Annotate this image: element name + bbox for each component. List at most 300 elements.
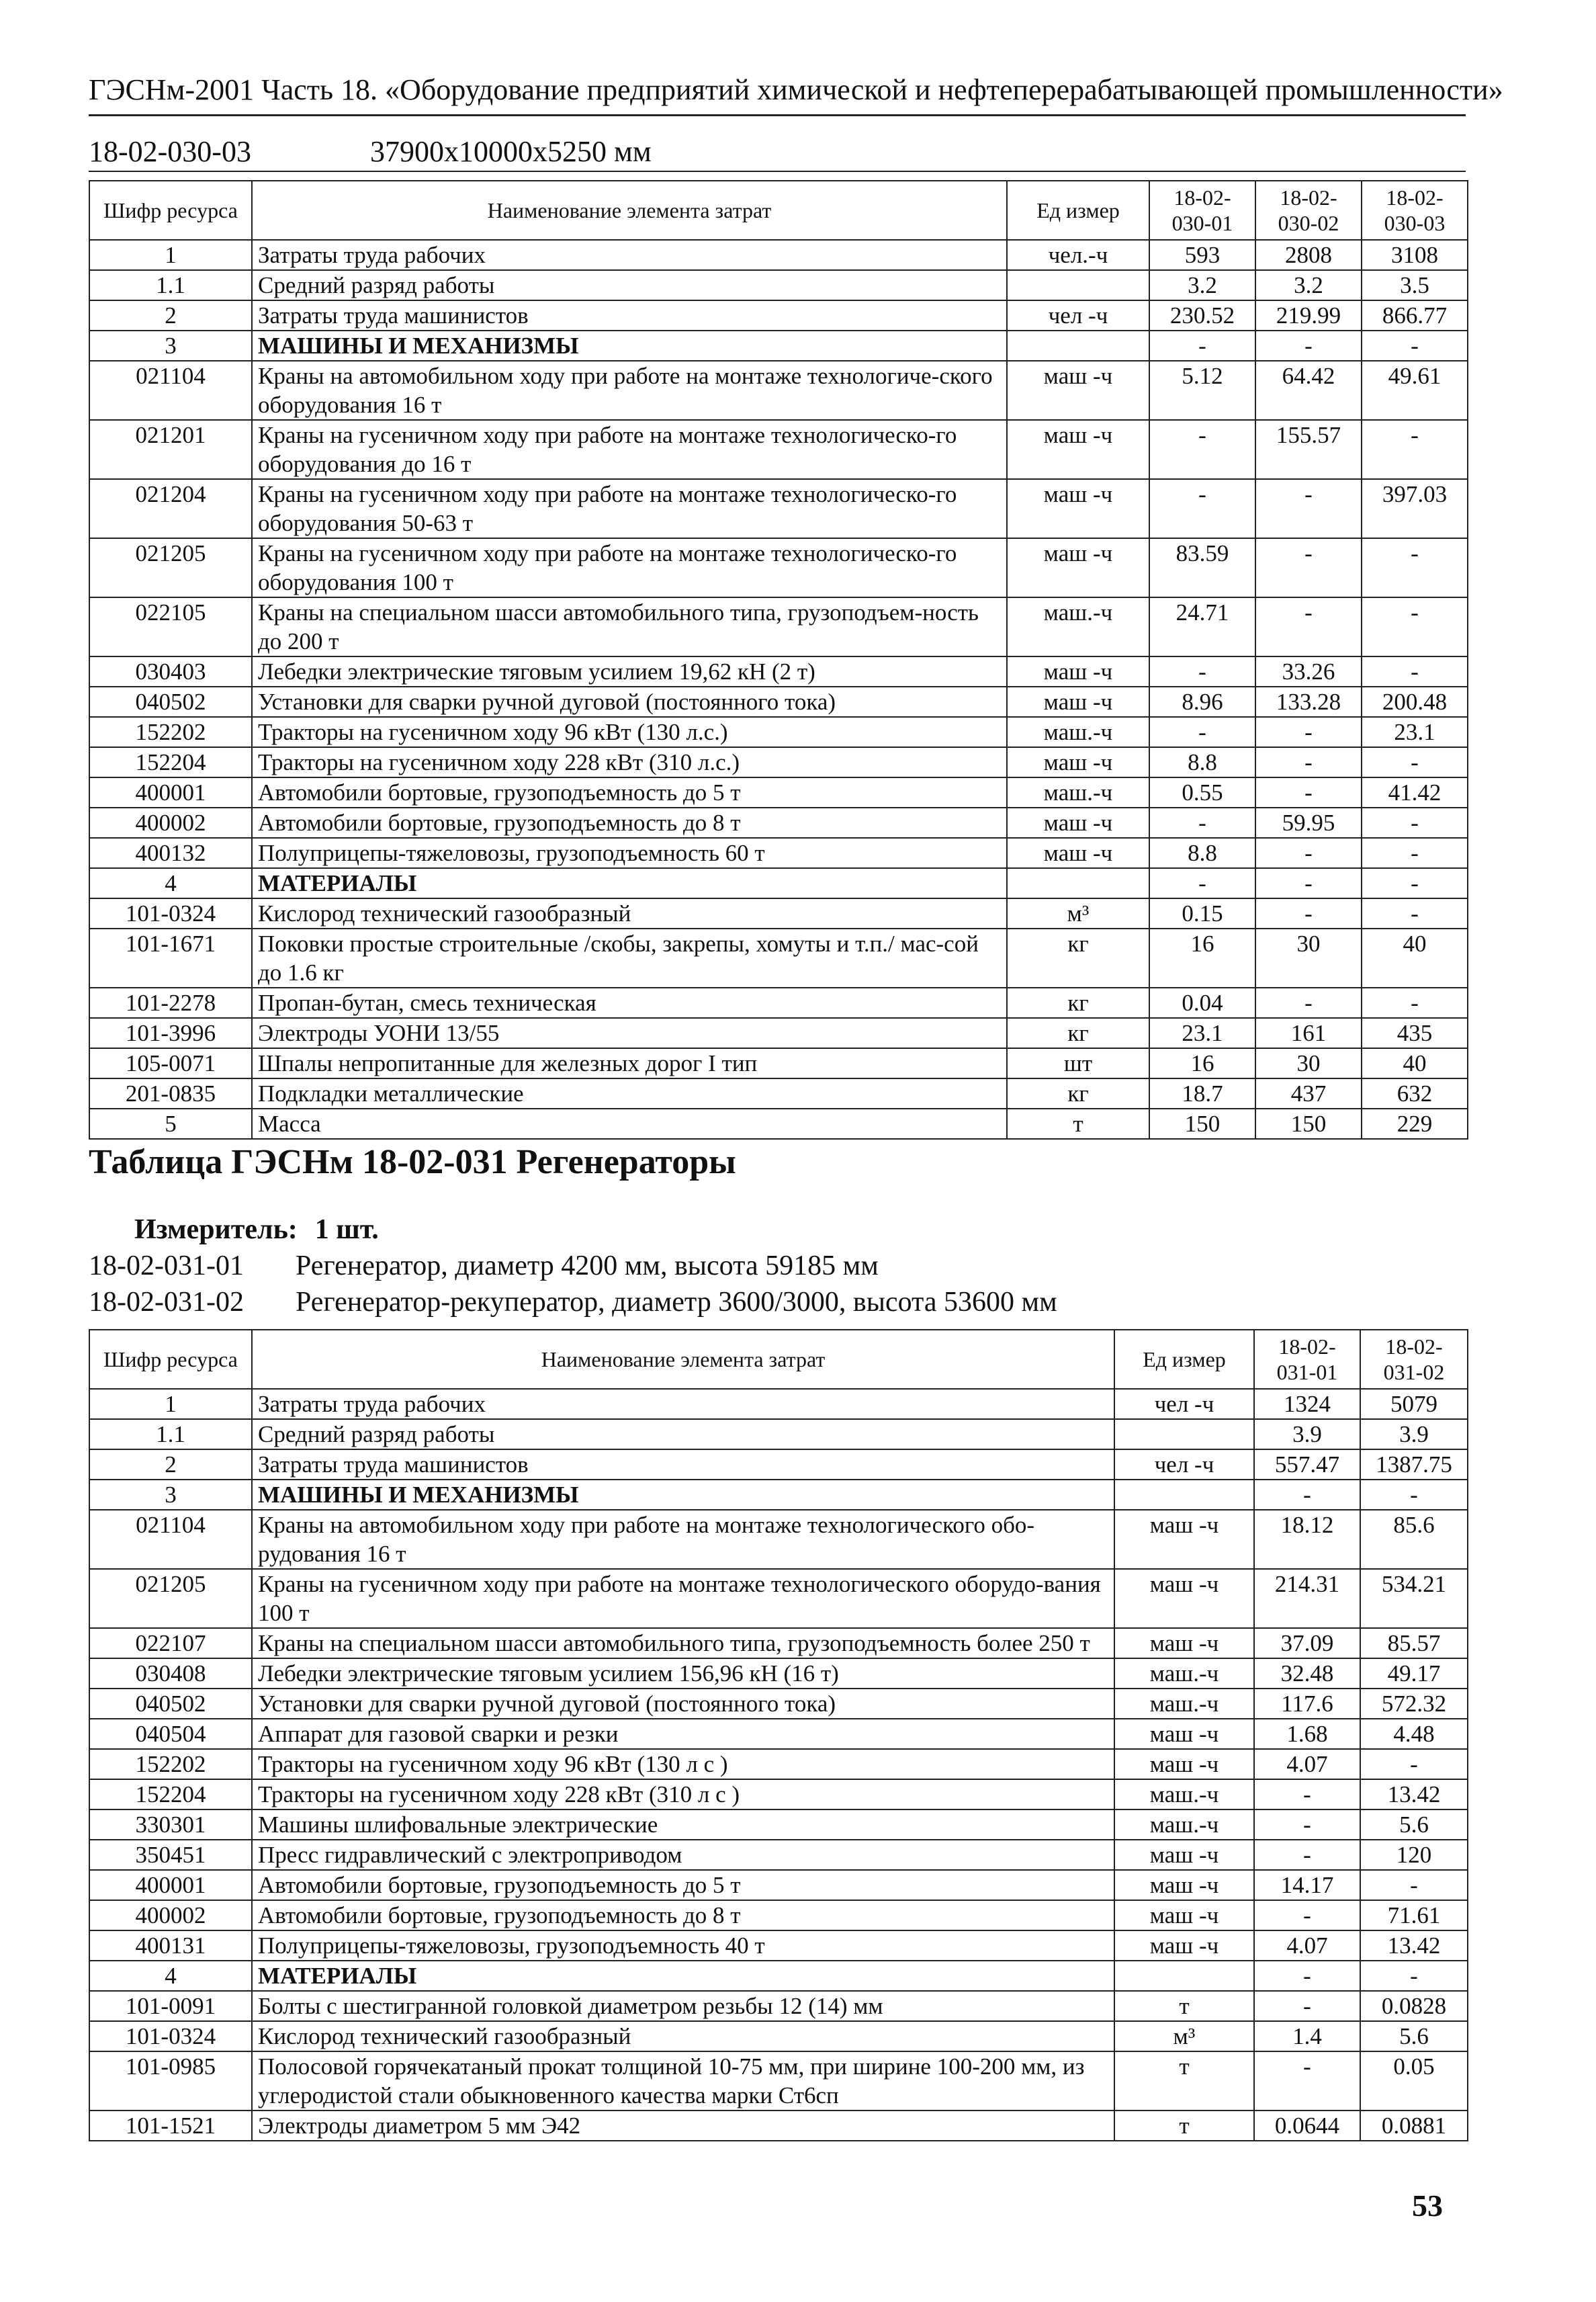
value-cell: 85.57 — [1360, 1628, 1468, 1658]
value-cell: - — [1255, 331, 1362, 361]
table-row — [89, 687, 1468, 717]
table-row — [89, 1510, 1468, 1569]
item-code: 18-02-031-01 — [89, 1250, 244, 1281]
value-cell: - — [1362, 656, 1468, 687]
value-cell: 13.42 — [1360, 1930, 1468, 1961]
table-row — [89, 361, 1468, 420]
resource-name-cell: МАШИНЫ И МЕХАНИЗМЫ — [252, 331, 1007, 361]
value-cell: 64.42 — [1255, 361, 1362, 420]
value-cell: - — [1254, 1779, 1360, 1809]
value-cell: 83.59 — [1149, 538, 1255, 597]
section-row — [89, 1480, 1468, 1510]
unit-cell: кг — [1007, 1078, 1149, 1109]
resource-name-cell: Краны на гусеничном ходу при работе на монтаже технологическо-го оборудования 100 т — [252, 538, 1007, 597]
unit-cell: шт — [1007, 1048, 1149, 1078]
value-cell: - — [1360, 1961, 1468, 1991]
resource-code-cell: 400002 — [89, 808, 252, 838]
resource-code-cell: 021201 — [89, 420, 252, 479]
value-cell: - — [1254, 2051, 1360, 2111]
section-row — [89, 331, 1468, 361]
table-body — [89, 1389, 1468, 2141]
value-cell: 3.9 — [1360, 1419, 1468, 1449]
resource-code-cell: 021104 — [89, 361, 252, 420]
resource-name-cell: Установки для сварки ручной дуговой (постоянного тока) — [252, 687, 1007, 717]
table-row — [89, 2111, 1468, 2141]
sub-item-rule — [89, 171, 1466, 172]
value-cell: - — [1254, 1961, 1360, 1991]
value-cell: 5079 — [1360, 1389, 1468, 1419]
table-row — [89, 1569, 1468, 1628]
resource-name-cell: Кислород технический газообразный — [252, 898, 1007, 929]
column-header-unit: Ед измер — [1007, 181, 1149, 240]
table-row — [89, 1991, 1468, 2021]
resource-code-cell: 1.1 — [89, 270, 252, 300]
resource-code-cell: 040502 — [89, 687, 252, 717]
unit-cell: кг — [1007, 1018, 1149, 1048]
resource-code-cell: 101-0091 — [89, 1991, 252, 2021]
item-line — [89, 1250, 879, 1282]
table-row — [89, 1078, 1468, 1109]
resource-name-cell: Средний разряд работы — [252, 1419, 1114, 1449]
value-cell: 0.15 — [1149, 898, 1255, 929]
resource-code-cell: 152202 — [89, 1749, 252, 1779]
value-cell: 41.42 — [1362, 777, 1468, 808]
unit-cell: маш.-ч — [1114, 1809, 1254, 1840]
unit-cell: маш -ч — [1114, 1569, 1254, 1628]
resource-name-cell: Автомобили бортовые, грузоподъемность до 5 т — [252, 777, 1007, 808]
resource-name-cell: Пресс гидравлический с электроприводом — [252, 1840, 1114, 1870]
value-cell: - — [1360, 1749, 1468, 1779]
value-cell: - — [1362, 331, 1468, 361]
value-cell: 120 — [1360, 1840, 1468, 1870]
value-cell: 23.1 — [1149, 1018, 1255, 1048]
resource-code-cell: 101-3996 — [89, 1018, 252, 1048]
unit-cell: маш.-ч — [1007, 597, 1149, 656]
unit-cell: маш.-ч — [1114, 1689, 1254, 1719]
table-row — [89, 1018, 1468, 1048]
value-cell: - — [1254, 1809, 1360, 1840]
value-cell: - — [1362, 868, 1468, 898]
value-cell: - — [1362, 838, 1468, 868]
column-header-code: Шифр ресурса — [89, 1330, 252, 1389]
value-cell: 32.48 — [1254, 1658, 1360, 1689]
value-cell: - — [1255, 597, 1362, 656]
value-cell: 14.17 — [1254, 1870, 1360, 1900]
value-cell: 572.32 — [1360, 1689, 1468, 1719]
resource-code-cell: 040502 — [89, 1689, 252, 1719]
unit-cell: маш.-ч — [1007, 777, 1149, 808]
resource-code-cell: 101-0324 — [89, 898, 252, 929]
unit-cell: маш -ч — [1007, 420, 1149, 479]
value-cell: - — [1255, 747, 1362, 777]
running-header: ГЭСНм-2001 Часть 18. «Оборудование предприятий химической и нефтеперерабатывающей промышленности» — [89, 73, 1503, 106]
unit-cell: маш -ч — [1007, 479, 1149, 538]
resource-name-cell: Автомобили бортовые, грузоподъемность до 8 т — [252, 808, 1007, 838]
column-header-030-02: 18-02-030-02 — [1255, 181, 1362, 240]
column-header-031-01: 18-02-031-01 — [1254, 1330, 1360, 1389]
unit-cell: маш -ч — [1114, 1749, 1254, 1779]
table-row — [89, 1779, 1468, 1809]
value-cell: - — [1255, 838, 1362, 868]
value-cell: - — [1149, 420, 1255, 479]
unit-cell: маш -ч — [1007, 747, 1149, 777]
resource-name-cell: Электроды диаметром 5 мм Э42 — [252, 2111, 1114, 2141]
resource-name-cell: Лебедки электрические тяговым усилием 19,62 кН (2 т) — [252, 656, 1007, 687]
value-cell: 0.04 — [1149, 988, 1255, 1018]
table-row — [89, 929, 1468, 988]
section-row — [89, 868, 1468, 898]
resource-code-cell: 152204 — [89, 747, 252, 777]
value-cell: 8.8 — [1149, 747, 1255, 777]
unit-cell: маш -ч — [1007, 808, 1149, 838]
unit-cell: т — [1114, 2051, 1254, 2111]
value-cell: 40 — [1362, 929, 1468, 988]
resource-name-cell: Болты с шестигранной головкой диаметром резьбы 12 (14) мм — [252, 1991, 1114, 2021]
resource-code-cell: 022105 — [89, 597, 252, 656]
value-cell: 4.07 — [1254, 1749, 1360, 1779]
resource-table-031 — [89, 1329, 1468, 2141]
table-row — [89, 1930, 1468, 1961]
resource-name-cell: Кислород технический газообразный — [252, 2021, 1114, 2051]
resource-name-cell: Машины шлифовальные электрические — [252, 1809, 1114, 1840]
resource-name-cell: Краны на автомобильном ходу при работе на монтаже технологического обо-рудования 16 т — [252, 1510, 1114, 1569]
unit-cell: маш -ч — [1007, 361, 1149, 420]
resource-name-cell: МАТЕРИАЛЫ — [252, 868, 1007, 898]
table-row — [89, 270, 1468, 300]
value-cell: 5.12 — [1149, 361, 1255, 420]
unit-cell: маш -ч — [1114, 1628, 1254, 1658]
value-cell: 13.42 — [1360, 1779, 1468, 1809]
table-row — [89, 747, 1468, 777]
table-row — [89, 1719, 1468, 1749]
table-row — [89, 777, 1468, 808]
unit-cell: т — [1114, 1991, 1254, 2021]
value-cell: 0.0881 — [1360, 2111, 1468, 2141]
value-cell: 150 — [1255, 1109, 1362, 1139]
value-cell: 557.47 — [1254, 1449, 1360, 1480]
table-row — [89, 597, 1468, 656]
value-cell: 8.8 — [1149, 838, 1255, 868]
resource-code-cell: 3 — [89, 331, 252, 361]
unit-cell: маш -ч — [1007, 838, 1149, 868]
value-cell: 3.9 — [1254, 1419, 1360, 1449]
value-cell: 30 — [1255, 1048, 1362, 1078]
resource-code-cell: 400131 — [89, 1930, 252, 1961]
table-row — [89, 1900, 1468, 1930]
unit-cell: чел -ч — [1114, 1389, 1254, 1419]
table-row — [89, 240, 1468, 270]
value-cell: 85.6 — [1360, 1510, 1468, 1569]
table-row — [89, 1689, 1468, 1719]
value-cell: 230.52 — [1149, 300, 1255, 331]
page-number: 53 — [1412, 2188, 1443, 2223]
value-cell: 3.2 — [1255, 270, 1362, 300]
unit-cell — [1007, 868, 1149, 898]
value-cell: - — [1149, 479, 1255, 538]
value-cell: - — [1254, 1480, 1360, 1510]
sub-item-code: 18-02-030-03 — [89, 135, 251, 168]
value-cell: 37.09 — [1254, 1628, 1360, 1658]
value-cell: 534.21 — [1360, 1569, 1468, 1628]
value-cell: - — [1255, 777, 1362, 808]
resource-name-cell: Краны на гусеничном ходу при работе на монтаже технологического оборудо-вания 100 т — [252, 1569, 1114, 1628]
value-cell: - — [1362, 988, 1468, 1018]
resource-name-cell: МАТЕРИАЛЫ — [252, 1961, 1114, 1991]
column-header-031-02: 18-02-031-02 — [1360, 1330, 1468, 1389]
unit-cell: кг — [1007, 929, 1149, 988]
resource-name-cell: Затраты труда машинистов — [252, 300, 1007, 331]
table-row — [89, 2021, 1468, 2051]
unit-cell — [1114, 1961, 1254, 1991]
value-cell: - — [1254, 1840, 1360, 1870]
resource-code-cell: 1 — [89, 1389, 252, 1419]
unit-cell: маш.-ч — [1114, 1779, 1254, 1809]
value-cell: 214.31 — [1254, 1569, 1360, 1628]
unit-cell: маш.-ч — [1114, 1658, 1254, 1689]
table-row — [89, 838, 1468, 868]
resource-code-cell: 152202 — [89, 717, 252, 747]
resource-code-cell: 101-2278 — [89, 988, 252, 1018]
value-cell: - — [1149, 808, 1255, 838]
resource-name-cell: Электроды УОНИ 13/55 — [252, 1018, 1007, 1048]
value-cell: 229 — [1362, 1109, 1468, 1139]
item-line — [89, 1286, 1057, 1318]
value-cell: 59.95 — [1255, 808, 1362, 838]
item-description: Регенератор-рекуператор, диаметр 3600/3000, высота 53600 мм — [296, 1287, 1057, 1318]
table-row — [89, 1658, 1468, 1689]
resource-code-cell: 101-1671 — [89, 929, 252, 988]
resource-code-cell: 4 — [89, 868, 252, 898]
resource-code-cell: 3 — [89, 1480, 252, 1510]
resource-name-cell: Затраты труда рабочих — [252, 1389, 1114, 1419]
value-cell: 155.57 — [1255, 420, 1362, 479]
resource-code-cell: 2 — [89, 300, 252, 331]
table-row — [89, 1870, 1468, 1900]
unit-cell: м³ — [1007, 898, 1149, 929]
unit-cell: маш -ч — [1114, 1870, 1254, 1900]
header-rule — [89, 114, 1466, 116]
value-cell: 16 — [1149, 1048, 1255, 1078]
value-cell: - — [1149, 331, 1255, 361]
value-cell: - — [1254, 1900, 1360, 1930]
unit-cell: т — [1007, 1109, 1149, 1139]
resource-table-030 — [89, 180, 1468, 1140]
value-cell: 18.7 — [1149, 1078, 1255, 1109]
value-cell: 2808 — [1255, 240, 1362, 270]
table-row — [89, 1419, 1468, 1449]
value-cell: - — [1149, 868, 1255, 898]
resource-code-cell: 101-0324 — [89, 2021, 252, 2051]
value-cell: - — [1149, 717, 1255, 747]
value-cell: 0.0828 — [1360, 1991, 1468, 2021]
table-row — [89, 479, 1468, 538]
resource-code-cell: 030408 — [89, 1658, 252, 1689]
column-header-name: Наименование элемента затрат — [252, 1330, 1114, 1389]
resource-code-cell: 030403 — [89, 656, 252, 687]
measure-line — [134, 1213, 379, 1246]
value-cell: - — [1362, 597, 1468, 656]
value-cell: 1.68 — [1254, 1719, 1360, 1749]
value-cell: 133.28 — [1255, 687, 1362, 717]
table-header-row — [89, 1330, 1468, 1389]
table-row — [89, 300, 1468, 331]
resource-name-cell: Краны на специальном шасси автомобильного типа, грузоподъем-ность до 200 т — [252, 597, 1007, 656]
resource-code-cell: 021205 — [89, 538, 252, 597]
value-cell: 866.77 — [1362, 300, 1468, 331]
table-row — [89, 1449, 1468, 1480]
resource-name-cell: МАШИНЫ И МЕХАНИЗМЫ — [252, 1480, 1114, 1510]
value-cell: 30 — [1255, 929, 1362, 988]
unit-cell: чел.-ч — [1007, 240, 1149, 270]
unit-cell — [1114, 1480, 1254, 1510]
value-cell: - — [1255, 479, 1362, 538]
value-cell: 1324 — [1254, 1389, 1360, 1419]
value-cell: 150 — [1149, 1109, 1255, 1139]
value-cell: 3.5 — [1362, 270, 1468, 300]
resource-name-cell: Шпалы непропитанные для железных дорог I тип — [252, 1048, 1007, 1078]
resource-name-cell: Затраты труда машинистов — [252, 1449, 1114, 1480]
value-cell: - — [1255, 538, 1362, 597]
unit-cell: маш -ч — [1114, 1930, 1254, 1961]
table-row — [89, 898, 1468, 929]
resource-code-cell: 201-0835 — [89, 1078, 252, 1109]
resource-code-cell: 5 — [89, 1109, 252, 1139]
table-body — [89, 240, 1468, 1139]
resource-name-cell: Подкладки металлические — [252, 1078, 1007, 1109]
value-cell: - — [1362, 808, 1468, 838]
value-cell: 3.2 — [1149, 270, 1255, 300]
resource-code-cell: 2 — [89, 1449, 252, 1480]
value-cell: - — [1362, 898, 1468, 929]
value-cell: 397.03 — [1362, 479, 1468, 538]
value-cell: 4.07 — [1254, 1930, 1360, 1961]
resource-name-cell: Тракторы на гусеничном ходу 228 кВт (310 л.с.) — [252, 747, 1007, 777]
value-cell: 437 — [1255, 1078, 1362, 1109]
unit-cell: маш -ч — [1114, 1719, 1254, 1749]
table-row — [89, 1749, 1468, 1779]
resource-name-cell: Поковки простые строительные /скобы, закрепы, хомуты и т.п./ мас-сой до 1.6 кг — [252, 929, 1007, 988]
resource-name-cell: Тракторы на гусеничном ходу 228 кВт (310 л с ) — [252, 1779, 1114, 1809]
table-row — [89, 717, 1468, 747]
resource-name-cell: Автомобили бортовые, грузоподъемность до 5 т — [252, 1870, 1114, 1900]
column-header-code: Шифр ресурса — [89, 181, 252, 240]
value-cell: 219.99 — [1255, 300, 1362, 331]
resource-name-cell: Краны на гусеничном ходу при работе на монтаже технологическо-го оборудования до 16 т — [252, 420, 1007, 479]
sub-item-description: 37900х10000х5250 мм — [370, 135, 652, 168]
resource-code-cell: 152204 — [89, 1779, 252, 1809]
unit-cell: кг — [1007, 988, 1149, 1018]
resource-code-cell: 101-1521 — [89, 2111, 252, 2141]
item-description: Регенератор, диаметр 4200 мм, высота 59185 мм — [296, 1250, 879, 1281]
value-cell: 0.55 — [1149, 777, 1255, 808]
table-row — [89, 1048, 1468, 1078]
unit-cell: маш -ч — [1007, 538, 1149, 597]
resource-name-cell: Полуприцепы-тяжеловозы, грузоподъемность 40 т — [252, 1930, 1114, 1961]
table-row — [89, 1109, 1468, 1139]
measure-value: 1 шт. — [314, 1214, 379, 1245]
resource-code-cell: 022107 — [89, 1628, 252, 1658]
resource-name-cell: Краны на специальном шасси автомобильного типа, грузоподъемность более 250 т — [252, 1628, 1114, 1658]
value-cell: 0.05 — [1360, 2051, 1468, 2111]
resource-code-cell: 1.1 — [89, 1419, 252, 1449]
resource-code-cell: 4 — [89, 1961, 252, 1991]
resource-name-cell: Тракторы на гусеничном ходу 96 кВт (130 л.с.) — [252, 717, 1007, 747]
value-cell: 5.6 — [1360, 1809, 1468, 1840]
unit-cell: м³ — [1114, 2021, 1254, 2051]
resource-code-cell: 105-0071 — [89, 1048, 252, 1078]
unit-cell — [1114, 1419, 1254, 1449]
table-title: Таблица ГЭСНм 18-02-031 Регенераторы — [89, 1143, 736, 1181]
table-row — [89, 1389, 1468, 1419]
resource-code-cell: 040504 — [89, 1719, 252, 1749]
value-cell: 632 — [1362, 1078, 1468, 1109]
value-cell: 3108 — [1362, 240, 1468, 270]
resource-name-cell: Тракторы на гусеничном ходу 96 кВт (130 л с ) — [252, 1749, 1114, 1779]
table-row — [89, 1809, 1468, 1840]
resource-name-cell: Аппарат для газовой сварки и резки — [252, 1719, 1114, 1749]
resource-name-cell: Краны на автомобильном ходу при работе на монтаже технологиче-ского оборудования 16 т — [252, 361, 1007, 420]
resource-code-cell: 1 — [89, 240, 252, 270]
value-cell: - — [1362, 538, 1468, 597]
value-cell: 40 — [1362, 1048, 1468, 1078]
value-cell: 200.48 — [1362, 687, 1468, 717]
value-cell: - — [1360, 1870, 1468, 1900]
resource-code-cell: 021204 — [89, 479, 252, 538]
value-cell: 49.17 — [1360, 1658, 1468, 1689]
table-row — [89, 1840, 1468, 1870]
value-cell: 4.48 — [1360, 1719, 1468, 1749]
value-cell: - — [1255, 988, 1362, 1018]
resource-code-cell: 101-0985 — [89, 2051, 252, 2111]
resource-code-cell: 400001 — [89, 1870, 252, 1900]
value-cell: 16 — [1149, 929, 1255, 988]
value-cell: - — [1360, 1480, 1468, 1510]
unit-cell: маш -ч — [1114, 1510, 1254, 1569]
unit-cell — [1007, 331, 1149, 361]
value-cell: 1.4 — [1254, 2021, 1360, 2051]
resource-name-cell: Полосовой горячекатаный прокат толщиной 10-75 мм, при ширине 100-200 мм, из углеродистой стали обыкновенного качества марки Ст6сп — [252, 2051, 1114, 2111]
value-cell: - — [1362, 420, 1468, 479]
resource-name-cell: Средний разряд работы — [252, 270, 1007, 300]
value-cell: - — [1149, 656, 1255, 687]
resource-code-cell: 400001 — [89, 777, 252, 808]
resource-code-cell: 400002 — [89, 1900, 252, 1930]
resource-name-cell: Пропан-бутан, смесь техническая — [252, 988, 1007, 1018]
unit-cell: маш.-ч — [1007, 717, 1149, 747]
value-cell: - — [1255, 868, 1362, 898]
resource-code-cell: 400132 — [89, 838, 252, 868]
value-cell: 49.61 — [1362, 361, 1468, 420]
table-row — [89, 420, 1468, 479]
value-cell: - — [1254, 1991, 1360, 2021]
column-header-030-01: 18-02-030-01 — [1149, 181, 1255, 240]
unit-cell: маш -ч — [1007, 656, 1149, 687]
value-cell: 8.96 — [1149, 687, 1255, 717]
resource-name-cell: Полуприцепы-тяжеловозы, грузоподъемность 60 т — [252, 838, 1007, 868]
value-cell: - — [1255, 898, 1362, 929]
resource-code-cell: 021205 — [89, 1569, 252, 1628]
resource-code-cell: 330301 — [89, 1809, 252, 1840]
table-row — [89, 808, 1468, 838]
value-cell: 24.71 — [1149, 597, 1255, 656]
value-cell: 593 — [1149, 240, 1255, 270]
table-row — [89, 1628, 1468, 1658]
table-row — [89, 988, 1468, 1018]
value-cell: 117.6 — [1254, 1689, 1360, 1719]
value-cell: - — [1255, 717, 1362, 747]
unit-cell: маш -ч — [1007, 687, 1149, 717]
unit-cell: чел -ч — [1114, 1449, 1254, 1480]
